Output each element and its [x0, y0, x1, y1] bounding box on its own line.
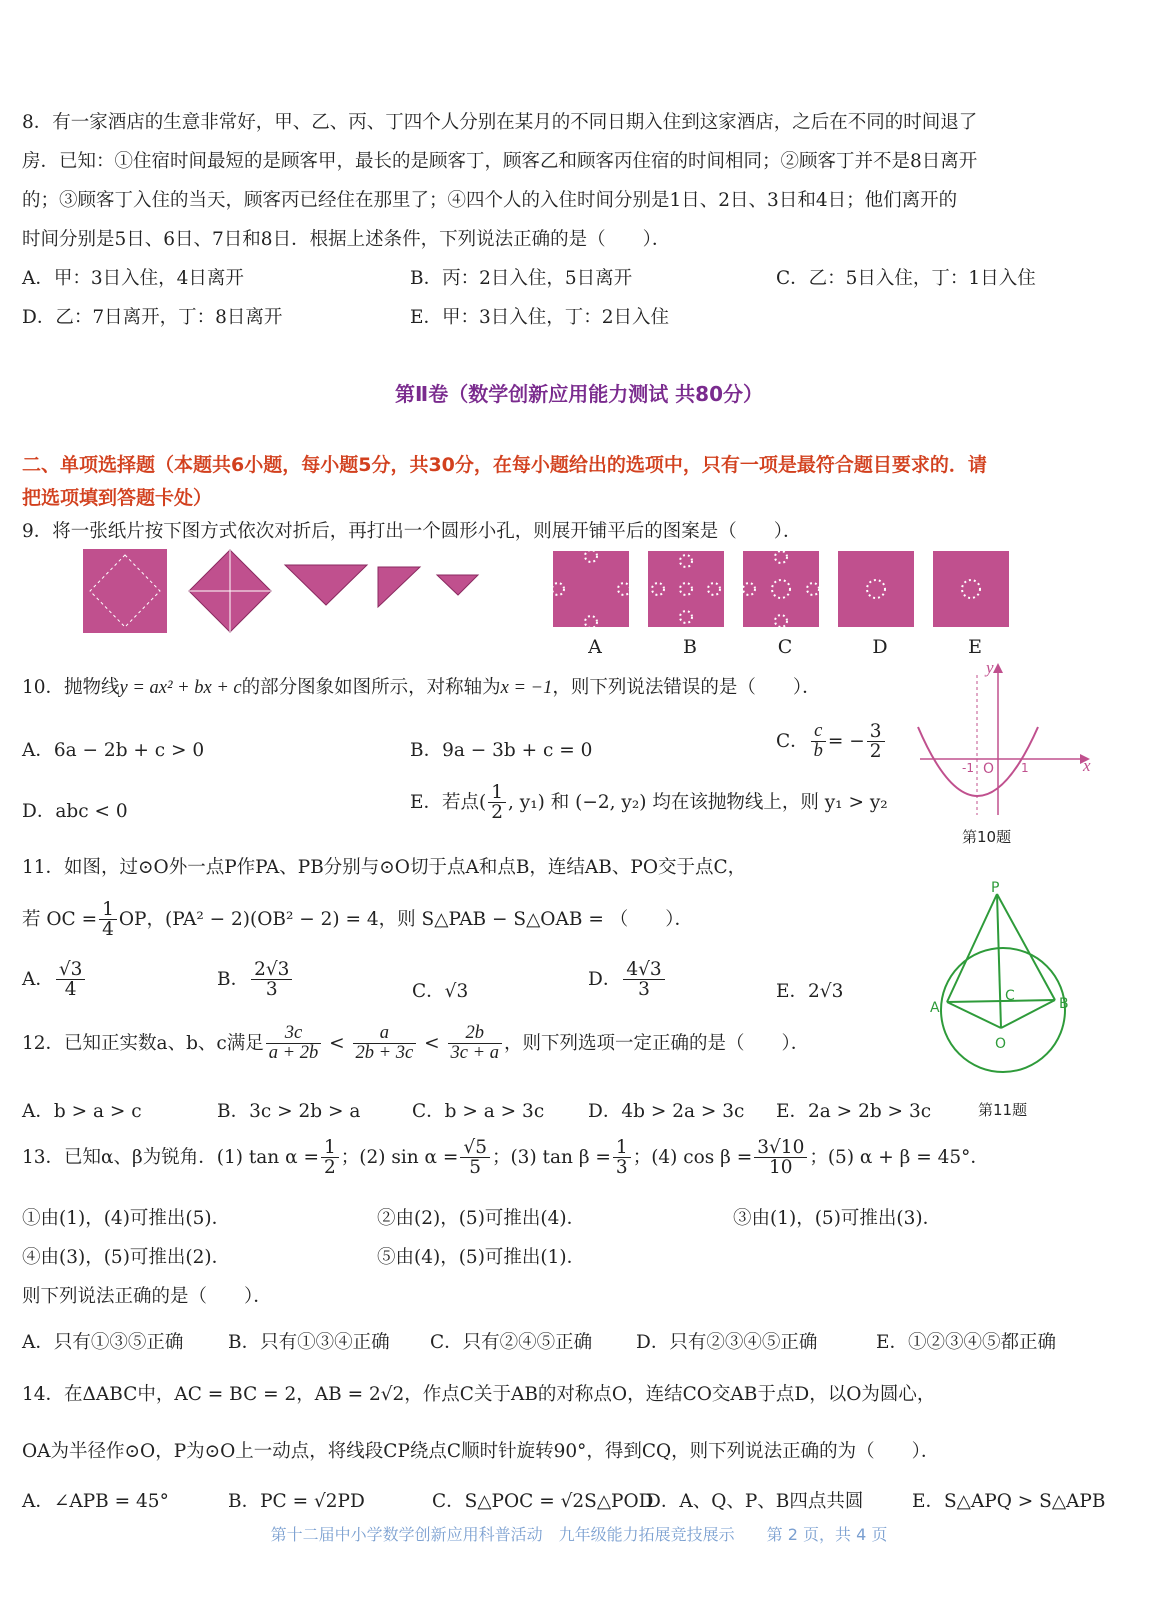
q12-option-b: B．3c > 2b > a [217, 1101, 361, 1122]
q11-option-c: C．√3 [412, 981, 469, 1002]
q12-stem: 12．已知正实数a、b、c满足 $\frac{3c}{a + 2b}$ < $\frac{a}{2b + 3c}$ < $\frac{2b}{3c + a}$ ，则下列选项一定正确的是（ ）． [22, 1023, 810, 1064]
q11-option-d: D． $\frac{4√3}{3}$ [588, 960, 667, 1000]
q10-figure-caption: 第10题 [962, 828, 1012, 846]
section-head-line-2: 把选项填到答题卡处） [22, 487, 213, 509]
q11-option-e: E．2√3 [776, 981, 844, 1002]
q13-item-5: ⑤由(4)，(5)可推出(1)． [377, 1247, 586, 1268]
q14-option-c: C．S△POC = √2S△POD [432, 1491, 654, 1512]
q13-item-4: ④由(3)，(5)可推出(2)． [22, 1247, 231, 1268]
q9-label-c: C [777, 636, 793, 658]
q11-label-b: B [1059, 996, 1069, 1012]
q13-item-2: ②由(2)，(5)可推出(4)． [377, 1208, 586, 1229]
q9-option-b-figure [648, 551, 724, 627]
q8-line-2: 房．已知：①住宿时间最短的是顾客甲，最长的是顾客丁，顾客乙和顾客丙住宿的时间相同；②顾客丁并不是8日离开 [22, 151, 978, 172]
q12-option-e: E．2a > 2b > 3c [776, 1101, 932, 1122]
q13-option-a: A．只有①③⑤正确 [22, 1332, 184, 1353]
q14-option-d: D．A、Q、P、B四点共圆 [646, 1491, 864, 1512]
q14-option-e: E．S△APQ > S△APB [912, 1491, 1106, 1512]
q14-line-1: 14．在ΔABC中，AC = BC = 2，AB = 2√2，作点C关于AB的对称点O，连结CO交AB于点D，以O为圆心， [22, 1384, 936, 1405]
fold-step-5 [437, 575, 478, 595]
q9-option-c-figure [743, 551, 819, 627]
section-2-title: 第Ⅱ卷（数学创新应用能力测试 共80分） [395, 382, 763, 406]
page-footer: 第十二届中小学数学创新应用科普活动 九年级能力拓展竞技展示 第 2 页，共 4 页 [270, 1525, 888, 1544]
q9-label-d: D [872, 636, 888, 658]
q11-option-a: A． $\frac{√3}{4}$ [22, 960, 87, 1000]
q13-option-c: C．只有②④⑤正确 [430, 1332, 593, 1353]
q11-line-1: 11．如图，过⊙O外一点P作PA、PB分别与⊙O切于点A和点B，连结AB、PO交于点C， [22, 857, 747, 878]
q10-label-minus1: -1 [962, 761, 974, 775]
q13-option-b: B．只有①③④正确 [228, 1332, 390, 1353]
q8-option-c: C．乙：5日入住，丁：1日入住 [776, 268, 1036, 289]
q8-option-a: A．甲：3日入住，4日离开 [22, 268, 244, 289]
q13-option-d: D．只有②③④⑤正确 [636, 1332, 818, 1353]
q10-option-a: A．6a − 2b + c > 0 [22, 740, 205, 761]
q9-option-d-figure [838, 551, 914, 627]
q10-label-o: O [983, 761, 995, 777]
q10-option-e: E．若点( $\frac{1}{2}$ , y₁) 和 (−2, y₂) 均在该抛物线上，则 y₁ > y₂ [410, 782, 888, 824]
q11-label-a: A [930, 1000, 940, 1016]
q9-label-a: A [588, 636, 602, 658]
q8-option-e: E．甲：3日入住，丁：2日入住 [410, 307, 670, 328]
q9-option-e-figure [933, 551, 1009, 627]
q9-folding-figure [80, 545, 490, 635]
q12-option-d: D．4b > 2a > 3c [588, 1101, 745, 1122]
q12-option-c: C．b > a > 3c [412, 1101, 545, 1122]
q9-label-e: E [968, 636, 982, 658]
q9-stem: 9．将一张纸片按下图方式依次对折后，再打出一个圆形小孔，则展开铺平后的图案是（ ）． [22, 521, 802, 542]
q12-option-a: A．b > a > c [22, 1101, 142, 1122]
q10-label-y: y [986, 658, 994, 677]
q10-parabola-figure [910, 655, 1100, 830]
q10-option-d: D．abc < 0 [22, 801, 128, 822]
q9-option-a-figure [553, 551, 629, 627]
q10-option-c: C． $\frac{c}{b}$ = − $\frac{3}{2}$ [776, 722, 887, 762]
q11-line-2: 若 OC = $\frac{1}{4}$ OP，(PA² − 2)(OB² − 2) = 4，则 S△PAB − S△OAB = （ ）． [22, 899, 693, 941]
q10-label-x: x [1083, 756, 1091, 775]
q8-line-4: 时间分别是5日、6日、7日和8日．根据上述条件，下列说法正确的是（ ）． [22, 229, 671, 250]
q11-figure-caption: 第11题 [978, 1101, 1028, 1119]
q13-item-3: ③由(1)，(5)可推出(3)． [733, 1208, 942, 1229]
q13-ask: 则下列说法正确的是（ ）． [22, 1286, 272, 1307]
q8-line-3: 的；③顾客丁入住的当天，顾客丙已经住在那里了；④四个人的入住时间分别是1日、2日、3日和4日；他们离开的 [22, 190, 958, 211]
q14-line-2: OA为半径作⊙O，P为⊙O上一动点，将线段CP绕点C顺时针旋转90°，得到CQ，则下列说法正确的为（ ）． [22, 1441, 940, 1462]
q8-option-b: B．丙：2日入住，5日离开 [410, 268, 633, 289]
q14-option-a: A．∠APB = 45° [22, 1491, 169, 1512]
q13-stem: 13．已知α、β为锐角．(1) tan α = $\frac{1}{2}$ ；(2) sin α = $\frac{√5}{5}$ ；(3) tan β = $\frac{1}{3}$ ；(4) cos β = $\frac{3√10}{10}$ ；(5) α + β = 45°． [22, 1137, 989, 1179]
q13-item-1: ①由(1)，(4)可推出(5)． [22, 1208, 231, 1229]
section-head-line-1: 二、单项选择题（本题共6小题，每小题5分，共30分，在每小题给出的选项中，只有一项是最符合题目要求的．请 [22, 454, 987, 476]
q11-label-o: O [995, 1036, 1007, 1052]
q9-label-b: B [683, 636, 697, 658]
q11-option-b: B． $\frac{2√3}{3}$ [217, 960, 294, 1000]
fold-step-4 [378, 567, 420, 607]
q8-line-1: 8．有一家酒店的生意非常好，甲、乙、丙、丁四个人分别在某月的不同日期入住到这家酒店，之后在不同的时间退了 [22, 112, 978, 133]
q11-label-c: C [1005, 988, 1015, 1004]
fold-step-1 [83, 549, 167, 633]
q10-label-1: 1 [1021, 761, 1029, 775]
q14-option-b: B．PC = √2PD [228, 1491, 365, 1512]
q11-label-p: P [991, 880, 1000, 896]
q10-option-b: B．9a − 3b + c = 0 [410, 740, 593, 761]
q8-option-d: D．乙：7日离开，丁：8日离开 [22, 307, 283, 328]
q13-option-e: E．①②③④⑤都正确 [876, 1332, 1057, 1353]
q10-stem: 10．抛物线y = ax² + bx + c的部分图象如图所示，对称轴为x = −1，则下列说法错误的是（ ）． [22, 677, 821, 698]
fold-step-3 [285, 565, 367, 605]
q11-circle-figure [925, 880, 1085, 1095]
